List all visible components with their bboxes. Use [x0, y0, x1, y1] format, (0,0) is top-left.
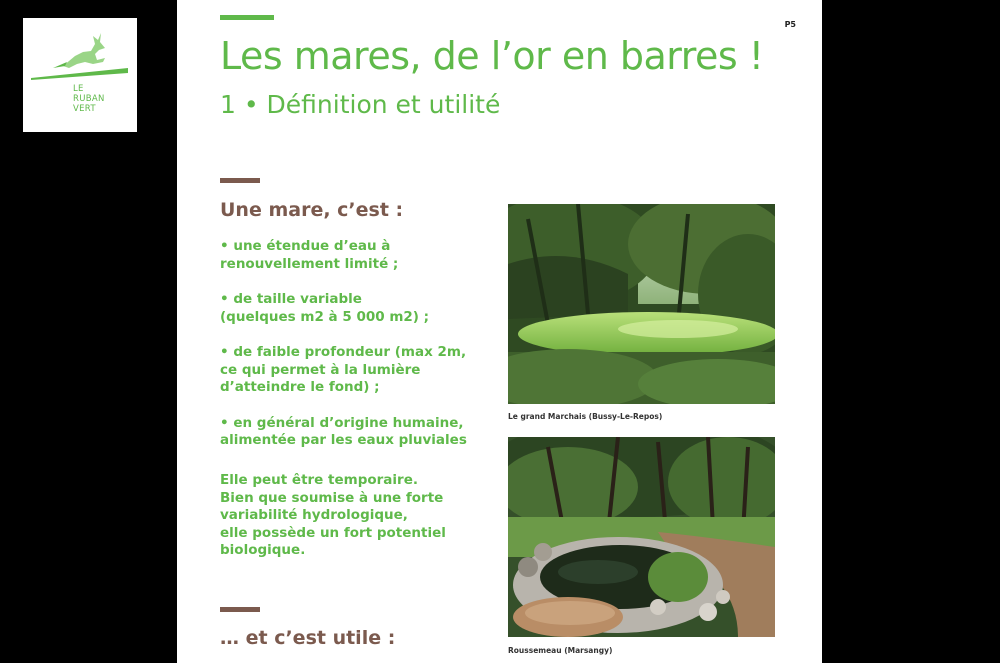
- photo-caption: Roussemeau (Marsangy): [508, 646, 613, 655]
- logo-line: VERT: [73, 104, 96, 114]
- logo-line: RUBAN: [73, 94, 105, 104]
- document-page: [177, 0, 822, 663]
- logo-line: LE: [73, 84, 84, 94]
- section-divider: [220, 178, 260, 183]
- photo-pond-marchais: [508, 204, 775, 404]
- photo-caption: Le grand Marchais (Bussy-Le-Repos): [508, 412, 663, 421]
- title-accent-bar: [220, 15, 274, 20]
- list-item: • de taille variable (quelques m2 à 5 000 m2) ;: [220, 291, 430, 325]
- section-divider: [220, 607, 260, 612]
- list-item: • une étendue d’eau à renouvellement limité ;: [220, 238, 399, 272]
- list-item: • de faible profondeur (max 2m, ce qui permet à la lumière d’atteindre le fond) ;: [220, 344, 467, 395]
- section-heading: Une mare, c’est :: [220, 199, 404, 221]
- page-subtitle: 1 • Définition et utilité: [220, 90, 501, 119]
- page-number: P5: [784, 20, 796, 29]
- definition-list: [220, 238, 490, 468]
- list-item: • en général d’origine humaine, alimentée par les eaux pluviales: [220, 414, 467, 448]
- logo-text: [73, 84, 105, 114]
- photo-pond-roussemeau: [508, 437, 775, 637]
- page-title: Les mares, de l’or en barres !: [220, 34, 764, 78]
- logo: [23, 18, 137, 132]
- definition-paragraph: Elle peut être temporaire. Bien que soumise à une forte variabilité hydrologique, elle possède un fort potentiel biologique.: [220, 472, 446, 558]
- section-heading: … et c’est utile :: [220, 627, 396, 649]
- deer-icon: [23, 18, 137, 132]
